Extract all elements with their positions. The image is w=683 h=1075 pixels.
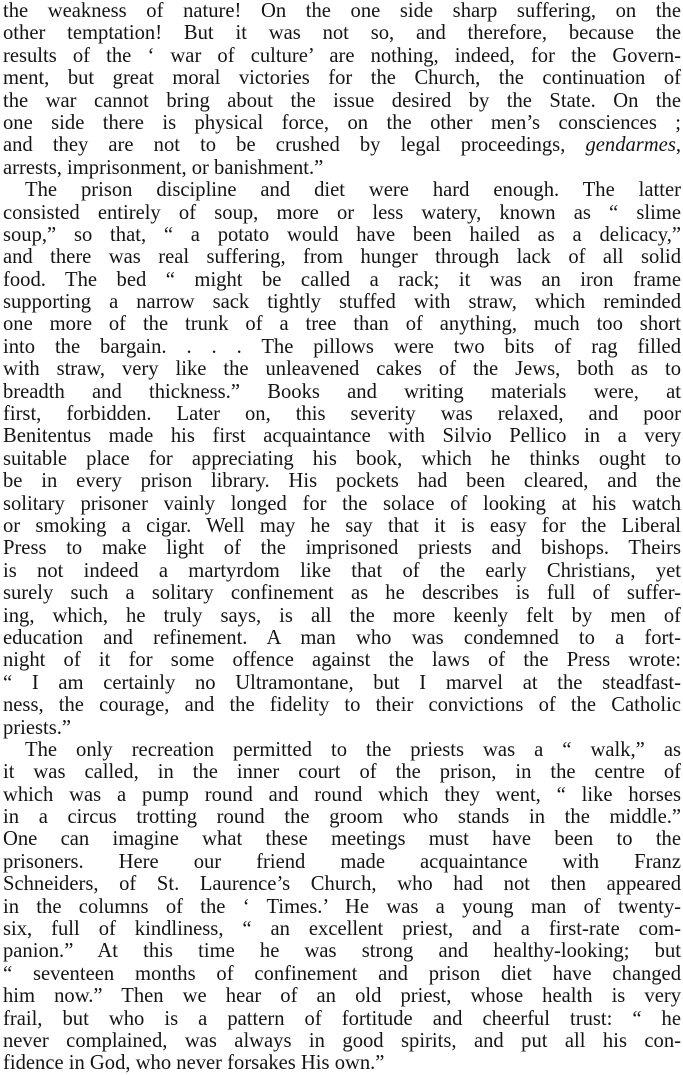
text-line: fidence in God, who never forsakes His own.”	[3, 1052, 385, 1075]
text-line: consisted entirely of soup, more or less watery, known as “ slime	[3, 201, 681, 224]
text-line: education and refinement. A man who was condemned to a fort-	[3, 626, 681, 649]
text-line: and they are not to be crushed by legal proceedings, gendarmes,	[3, 134, 681, 157]
text-line: “ seventeen months of confinement and prison diet have changed	[3, 962, 681, 985]
text-line: or smoking a cigar. Well may he say that it is easy for the Liberal	[3, 514, 681, 537]
text-line: Schneiders, of St. Laurence’s Church, who had not then appeared	[3, 873, 681, 896]
text-line: results of the ‘ war of culture’ are nothing, indeed, for the Govern-	[3, 44, 681, 67]
text-line: into the bargain. . . . The pillows were two bits of rag filled	[3, 335, 681, 358]
text-line: be in every prison library. His pockets had been cleared, and the	[3, 470, 681, 493]
text-line: One can imagine what these meetings must have been to the	[3, 828, 681, 851]
text-line: first, forbidden. Later on, this severity was relaxed, and poor	[3, 403, 681, 426]
text-line: supporting a narrow sack tightly stuffed with straw, which reminded	[3, 291, 681, 314]
italic-term: gendarmes	[585, 134, 676, 157]
text-line: solitary prisoner vainly longed for the solace of looking at his watch	[3, 492, 681, 515]
text-line: other temptation! But it was not so, and therefore, because the	[3, 22, 681, 45]
text-line: suitable place for appreciating his book, which he thinks ought to	[3, 447, 681, 470]
text-line: night of it for some offence against the laws of the Press wrote:	[3, 649, 681, 672]
text-line: The prison discipline and diet were hard enough. The latter	[25, 179, 681, 202]
document-page	[3, 0, 681, 1075]
text-line: which was a pump round and round which they went, “ like horses	[3, 783, 681, 806]
text-line: arrests, imprisonment, or banishment.”	[3, 156, 324, 179]
text-line: it was called, in the inner court of the prison, in the centre of	[3, 761, 681, 784]
text-line: is not indeed a martyrdom like that of the early Christians, yet	[3, 559, 681, 582]
text-line: in the columns of the ‘ Times.’ He was a young man of twenty-	[3, 895, 681, 918]
text-line: “ I am certainly no Ultramontane, but I marvel at the steadfast-	[3, 671, 681, 694]
text-line: Benitentus made his first acquaintance with Silvio Pellico in a very	[3, 425, 681, 448]
text-line: prisoners. Here our friend made acquaintance with Franz	[3, 850, 681, 873]
text-line: ness, the courage, and the fidelity to their convictions of the Catholic	[3, 694, 681, 717]
text-line: Press to make light of the imprisoned priests and bishops. Theirs	[3, 537, 681, 560]
text-line: the weakness of nature! On the one side sharp suffering, on the	[3, 0, 681, 22]
text-line: panion.” At this time he was strong and healthy-looking; but	[3, 940, 681, 963]
text-line: one side there is physical force, on the other men’s consciences ;	[3, 111, 681, 134]
text-line: one more of the trunk of a tree than of anything, much too short	[3, 313, 681, 336]
text-line: soup,” so that, “ a potato would have been hailed as a delicacy,”	[3, 223, 681, 246]
text-line: with straw, very like the unleavened cakes of the Jews, both as to	[3, 358, 681, 381]
text-line: surely such a solitary confinement as he describes is full of suffer-	[3, 582, 681, 605]
text-line: and there was real suffering, from hunger through lack of all solid	[3, 246, 681, 269]
text-line: never complained, was always in good spirits, and put all his con-	[3, 1029, 681, 1052]
text-line: food. The bed “ might be called a rack; it was an iron frame	[3, 268, 681, 291]
text-line: the war cannot bring about the issue desired by the State. On the	[3, 89, 681, 112]
text-line: ing, which, he truly says, is all the more keenly felt by men of	[3, 604, 681, 627]
text-line: priests.”	[3, 716, 72, 739]
text-line: The only recreation permitted to the priests was a “ walk,” as	[25, 738, 681, 761]
text-line: breadth and thickness.” Books and writing materials were, at	[3, 380, 681, 403]
text-line: in a circus trotting round the groom who stands in the middle.”	[3, 806, 681, 829]
text-line: frail, but who is a pattern of fortitude and cheerful trust: “ he	[3, 1007, 681, 1030]
text-line: ment, but great moral victories for the Church, the continuation of	[3, 67, 681, 90]
text-line: him now.” Then we hear of an old priest, whose health is very	[3, 985, 681, 1008]
text-line: six, full of kindliness, “ an excellent priest, and a first-rate com-	[3, 918, 681, 941]
